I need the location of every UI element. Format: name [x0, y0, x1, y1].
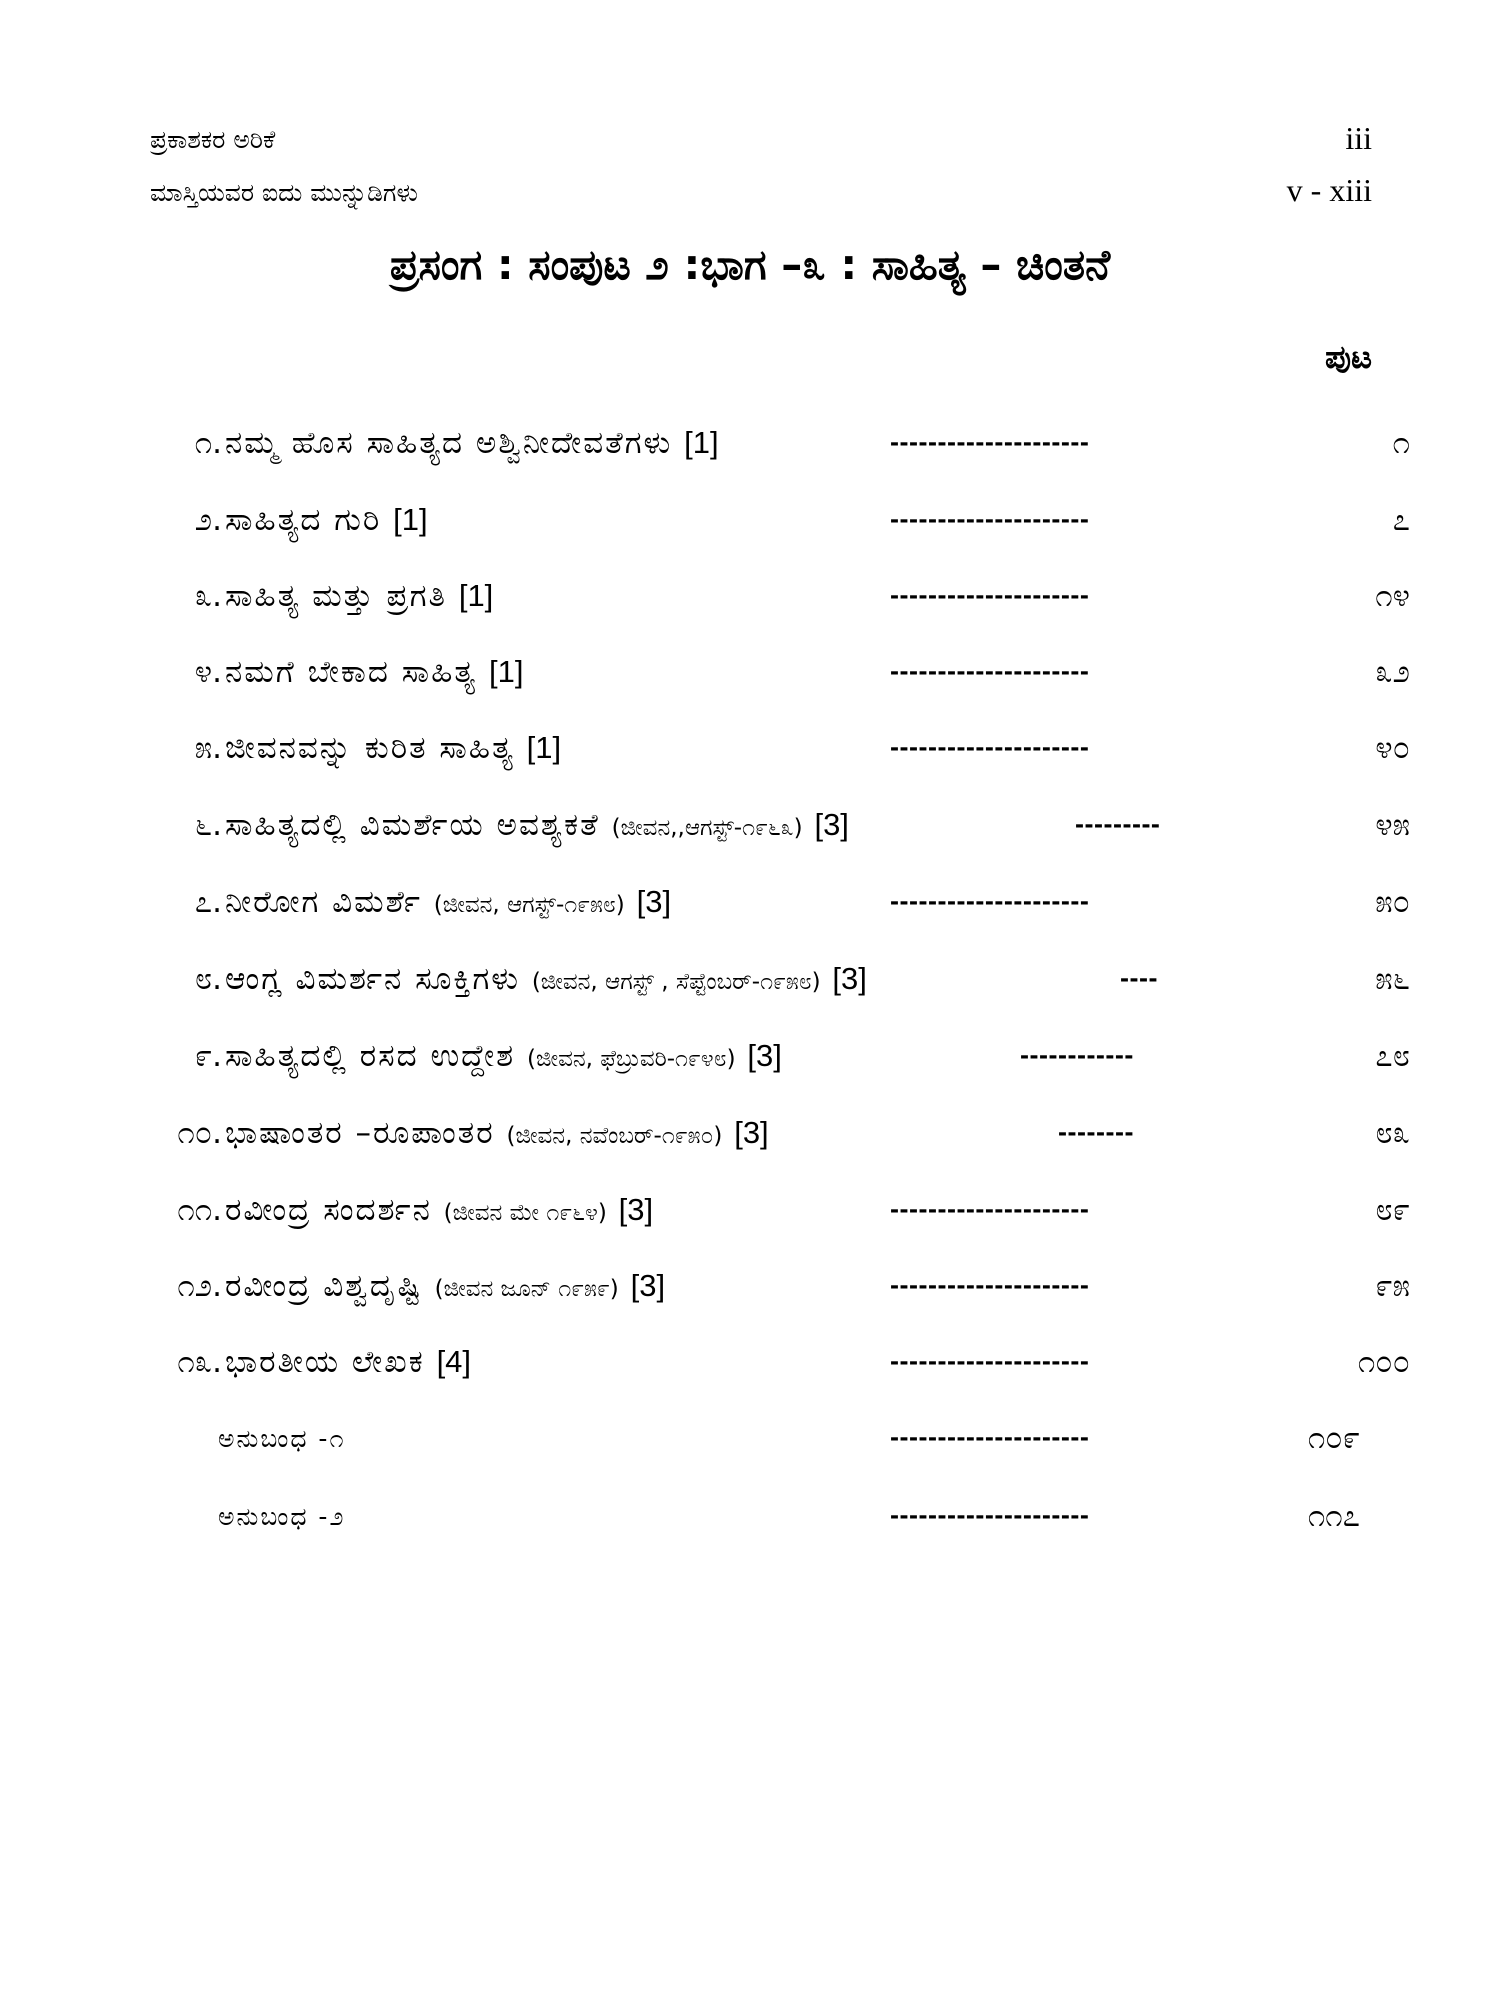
dot-leader: --------------------- — [890, 656, 1090, 686]
entry-number: ೫. — [194, 730, 222, 766]
dot-leader: --------- — [1075, 809, 1161, 839]
entry-number: ೧೧. — [177, 1192, 222, 1228]
entry-number: ೬. — [194, 807, 222, 843]
entry-title: ಸಾಹಿತ್ಯದಲ್ಲಿ ವಿಮರ್ಶೆಯ ಅವಶ್ಯಕತೆ — [225, 807, 600, 843]
toc-entry[interactable] — [0, 1344, 1500, 1404]
entry-title-line — [225, 1344, 471, 1381]
entry-title: ಸಾಹಿತ್ಯದಲ್ಲಿ ರಸದ ಉದ್ದೇಶ — [225, 1038, 516, 1074]
entry-page: ೭ — [1392, 502, 1410, 538]
entry-title: ನಮಗೆ ಬೇಕಾದ ಸಾಹಿತ್ಯ — [225, 654, 478, 690]
entry-title-line — [225, 1038, 782, 1075]
dot-leader: --------------------- — [890, 1500, 1090, 1530]
dot-leader: -------- — [1058, 1117, 1134, 1147]
entry-title-line — [225, 1192, 653, 1229]
entry-title-line — [225, 425, 719, 462]
dot-leader: --------------------- — [890, 504, 1090, 534]
entry-page: ೧೦೦ — [1357, 1344, 1410, 1380]
entry-ref: [3] — [636, 884, 672, 919]
dot-leader: --------------------- — [890, 1270, 1090, 1300]
entry-source: (ಜೀವನ, ಆಗಸ್ಟ್ , ಸೆಪ್ಟೆಂಬರ್-೧೯೫೮) — [531, 969, 821, 995]
entry-title-line — [225, 502, 428, 539]
entry-title: ಸಾಹಿತ್ಯ ಮತ್ತು ಪ್ರಗತಿ — [225, 578, 447, 614]
entry-title: ಭಾಷಾಂತರ –ರೂಪಾಂತರ — [225, 1115, 495, 1151]
entry-number: ೩. — [194, 578, 222, 614]
toc-entry[interactable] — [0, 884, 1500, 944]
appendix-page: ೧೧೭ — [1307, 1498, 1360, 1534]
entry-title: ಭಾರತೀಯ ಲೇಖಕ — [225, 1344, 425, 1380]
entry-page: ೮೩ — [1375, 1115, 1410, 1151]
entry-page: ೮೯ — [1375, 1192, 1410, 1228]
entry-title-line — [225, 1268, 665, 1305]
entry-ref: [1] — [684, 425, 719, 460]
toc-entry[interactable] — [0, 1115, 1500, 1175]
entry-title-line — [225, 1115, 769, 1152]
toc-entry[interactable] — [0, 578, 1500, 638]
dot-leader: --------------------- — [890, 580, 1090, 610]
entry-page: ೯೫ — [1375, 1268, 1410, 1304]
entry-ref: [1] — [488, 654, 524, 689]
entry-ref: [3] — [814, 807, 849, 842]
entry-title: ರವೀಂದ್ರ ವಿಶ್ವದೃಷ್ಟಿ — [225, 1268, 423, 1304]
entry-source: (ಜೀವನ ಜೂನ್ ೧೯೫೯) — [434, 1276, 619, 1302]
page-column-label: ಪುಟ — [1325, 338, 1372, 376]
appendix-title: ಅನುಬಂಧ -೧ — [218, 1424, 346, 1453]
dot-leader: --------------------- — [890, 732, 1090, 762]
toc-appendix[interactable] — [0, 1498, 1500, 1558]
entry-ref: [3] — [747, 1038, 782, 1073]
toc-heading: ಪ್ರಸಂಗ : ಸಂಪುಟ ೨ :ಭಾಗ –೩ : ಸಾಹಿತ್ಯ – ಚಿಂತನೆ — [389, 240, 1111, 289]
dot-leader: --------------------- — [890, 1194, 1090, 1224]
toc-entry[interactable] — [0, 1268, 1500, 1328]
toc-entry[interactable] — [0, 961, 1500, 1021]
entry-title: ಸಾಹಿತ್ಯದ ಗುರಿ — [225, 502, 382, 538]
toc-entry[interactable] — [0, 502, 1500, 562]
entry-page: ೧೪ — [1375, 578, 1410, 614]
entry-title: ನಮ್ಮ ಹೊಸ ಸಾಹಿತ್ಯದ ಅಶ್ವಿನೀದೇವತೆಗಳು — [225, 425, 673, 461]
entry-number: ೭. — [194, 884, 222, 920]
entry-ref: [1] — [526, 730, 562, 765]
entry-source: (ಜೀವನ,,ಆಗಸ್ಟ್-೧೯೬೩) — [611, 815, 803, 841]
toc-entry[interactable] — [0, 425, 1500, 485]
entry-title: ಆಂಗ್ಲ ವಿಮರ್ಶನ ಸೂಕ್ತಿಗಳು — [225, 961, 520, 997]
entry-source: (ಜೀವನ, ನವೆಂಬರ್-೧೯೫೦) — [506, 1123, 723, 1149]
dot-leader: --------------------- — [890, 427, 1090, 457]
front-matter-page-preface: iii — [1345, 120, 1372, 156]
entry-source: (ಜೀವನ ಮೇ ೧೯೬೪) — [443, 1200, 607, 1226]
entry-title-line — [225, 578, 493, 615]
appendix-page: ೧೦೯ — [1307, 1420, 1360, 1456]
entry-number: ೧. — [194, 425, 222, 461]
entry-page: ೭೮ — [1375, 1038, 1410, 1074]
entry-page: ೫೬ — [1375, 961, 1410, 997]
toc-appendix[interactable] — [0, 1420, 1500, 1480]
dot-leader: --------------------- — [890, 1422, 1090, 1452]
dot-leader: --------------------- — [890, 1346, 1090, 1376]
toc-entry[interactable] — [0, 1038, 1500, 1098]
entry-title: ಜೀವನವನ್ನು ಕುರಿತ ಸಾಹಿತ್ಯ — [225, 730, 515, 766]
toc-entry[interactable] — [0, 807, 1500, 867]
entry-title-line — [225, 884, 671, 921]
entry-page: ೫೦ — [1375, 884, 1410, 920]
entry-title: ನೀರೋಗ ವಿಮರ್ಶೆ — [225, 884, 422, 920]
entry-source: (ಜೀವನ, ಆಗಸ್ಟ್-೧೯೫೮) — [433, 892, 625, 918]
entry-ref: [1] — [393, 502, 428, 537]
entry-title-line — [225, 654, 523, 691]
dot-leader: ------------ — [1020, 1040, 1134, 1070]
toc-entry[interactable] — [0, 654, 1500, 714]
entry-ref: [4] — [436, 1344, 472, 1379]
entry-page: ೪೦ — [1375, 730, 1410, 766]
toc-entry[interactable] — [0, 1192, 1500, 1252]
entry-ref: [3] — [630, 1268, 666, 1303]
entry-page: ೧ — [1392, 425, 1410, 461]
entry-page: ೩೨ — [1375, 654, 1410, 690]
dot-leader: ---- — [1120, 963, 1158, 993]
entry-title-line — [225, 961, 867, 998]
entry-page: ೪೫ — [1375, 807, 1410, 843]
entry-title-line — [225, 807, 849, 844]
entry-number: ೧೦. — [177, 1115, 222, 1151]
entry-number: ೪. — [194, 654, 222, 690]
entry-title-line — [225, 730, 561, 767]
appendix-title: ಅನುಬಂಧ -೨ — [218, 1502, 346, 1531]
entry-source: (ಜೀವನ, ಫೆಬ್ರುವರಿ-೧೯೪೮) — [527, 1046, 736, 1072]
entry-number: ೧೨. — [177, 1268, 222, 1304]
entry-number: ೯. — [194, 1038, 222, 1074]
entry-ref: [3] — [618, 1192, 654, 1227]
entry-number: ೨. — [194, 502, 222, 538]
entry-ref: [1] — [458, 578, 494, 613]
entry-ref: [3] — [734, 1115, 769, 1150]
entry-ref: [3] — [832, 961, 867, 996]
entry-number: ೮. — [194, 961, 222, 997]
entry-number: ೧೩. — [177, 1344, 222, 1380]
front-matter-page-forewords: v - xiii — [1286, 172, 1372, 208]
entry-title: ರವೀಂದ್ರ ಸಂದರ್ಶನ — [225, 1192, 432, 1228]
front-matter-title-preface: ಪ್ರಕಾಶಕರ ಅರಿಕೆ — [150, 125, 276, 154]
dot-leader: --------------------- — [890, 886, 1090, 916]
toc-entry[interactable] — [0, 730, 1500, 790]
front-matter-title-forewords: ಮಾಸ್ತಿಯವರ ಐದು ಮುನ್ನುಡಿಗಳು — [150, 178, 418, 207]
